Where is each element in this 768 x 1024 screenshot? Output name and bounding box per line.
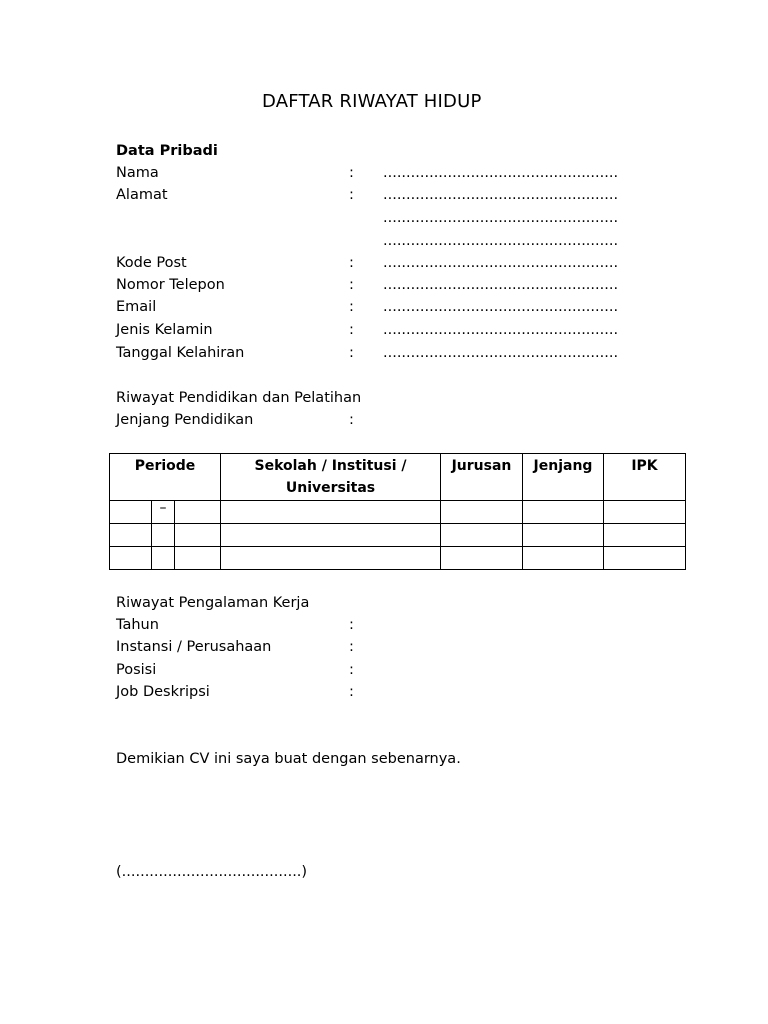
- header-jenjang: Jenjang: [523, 454, 604, 501]
- table-cell[interactable]: [523, 547, 604, 570]
- field-value-nomor-telepon[interactable]: ...................................................: [383, 277, 619, 293]
- field-value-email[interactable]: ...................................................: [383, 299, 619, 315]
- field-label-instansi: Instansi / Perusahaan: [116, 639, 272, 655]
- table-cell[interactable]: [604, 547, 686, 570]
- field-colon: :: [349, 299, 354, 315]
- closing-statement: Demikian CV ini saya buat dengan sebenarnya.: [116, 751, 461, 767]
- table-header-row: [110, 454, 686, 501]
- field-value-jenis-kelamin[interactable]: ...................................................: [383, 322, 619, 338]
- field-value-alamat-line2[interactable]: ...................................................: [383, 210, 619, 226]
- field-label-tahun: Tahun: [116, 617, 159, 633]
- field-label-email: Email: [116, 299, 157, 315]
- header-periode: Periode: [110, 454, 221, 501]
- table-cell[interactable]: [152, 547, 175, 570]
- table-cell[interactable]: [523, 501, 604, 524]
- section-heading-pengalaman: Riwayat Pengalaman Kerja: [116, 595, 310, 611]
- field-label-job-deskripsi: Job Deskripsi: [116, 684, 210, 700]
- field-colon: :: [349, 165, 354, 181]
- table-cell[interactable]: [441, 547, 523, 570]
- field-colon: :: [349, 617, 354, 633]
- table-cell[interactable]: [152, 524, 175, 547]
- header-ipk: IPK: [604, 454, 686, 501]
- field-colon: :: [349, 187, 354, 203]
- table-cell[interactable]: [110, 501, 152, 524]
- table-row: [110, 524, 686, 547]
- table-cell[interactable]: [221, 524, 441, 547]
- field-colon: :: [349, 684, 354, 700]
- field-colon: :: [349, 639, 354, 655]
- signature-placeholder[interactable]: (.......................................): [116, 864, 308, 880]
- table-cell[interactable]: [221, 501, 441, 524]
- field-label-jenis-kelamin: Jenis Kelamin: [116, 322, 213, 338]
- header-jurusan: Jurusan: [441, 454, 523, 501]
- header-sekolah: [221, 454, 441, 501]
- section-heading-data-pribadi: Data Pribadi: [116, 143, 218, 159]
- field-value-alamat-line3[interactable]: ...................................................: [383, 233, 619, 249]
- header-sekolah-line2: Universitas: [285, 480, 376, 496]
- table-cell[interactable]: [175, 547, 221, 570]
- field-label-jenjang-pendidikan: Jenjang Pendidikan: [116, 412, 254, 428]
- field-label-nomor-telepon: Nomor Telepon: [116, 277, 225, 293]
- field-colon: :: [349, 322, 354, 338]
- field-label-tanggal-kelahiran: Tanggal Kelahiran: [116, 345, 245, 361]
- period-dash: –: [152, 501, 175, 524]
- table-cell[interactable]: [441, 501, 523, 524]
- field-value-nama[interactable]: ...................................................: [383, 165, 619, 181]
- field-label-posisi: Posisi: [116, 662, 157, 678]
- field-value-alamat[interactable]: ...................................................: [383, 187, 619, 203]
- table-cell[interactable]: [604, 501, 686, 524]
- table-row: [110, 547, 686, 570]
- table-cell[interactable]: [110, 547, 152, 570]
- table-cell[interactable]: [441, 524, 523, 547]
- table-cell[interactable]: [604, 524, 686, 547]
- field-label-nama: Nama: [116, 165, 159, 181]
- section-heading-pendidikan: Riwayat Pendidikan dan Pelatihan: [116, 390, 362, 406]
- field-colon: :: [349, 277, 354, 293]
- education-table: [109, 453, 686, 570]
- table-cell[interactable]: [221, 547, 441, 570]
- table-cell[interactable]: [175, 501, 221, 524]
- field-colon: :: [349, 662, 354, 678]
- table-cell[interactable]: [110, 524, 152, 547]
- field-colon: :: [349, 255, 354, 271]
- field-value-kode-post[interactable]: ...................................................: [383, 255, 619, 271]
- header-sekolah-line1: Sekolah / Institusi /: [254, 458, 407, 474]
- table-row: [110, 501, 686, 524]
- field-colon: :: [349, 412, 354, 428]
- field-label-kode-post: Kode Post: [116, 255, 187, 271]
- field-colon: :: [349, 345, 354, 361]
- table-cell[interactable]: [523, 524, 604, 547]
- page-title: DAFTAR RIWAYAT HIDUP: [262, 91, 482, 112]
- table-cell[interactable]: [175, 524, 221, 547]
- field-value-tanggal-kelahiran[interactable]: ...................................................: [383, 345, 619, 361]
- field-label-alamat: Alamat: [116, 187, 168, 203]
